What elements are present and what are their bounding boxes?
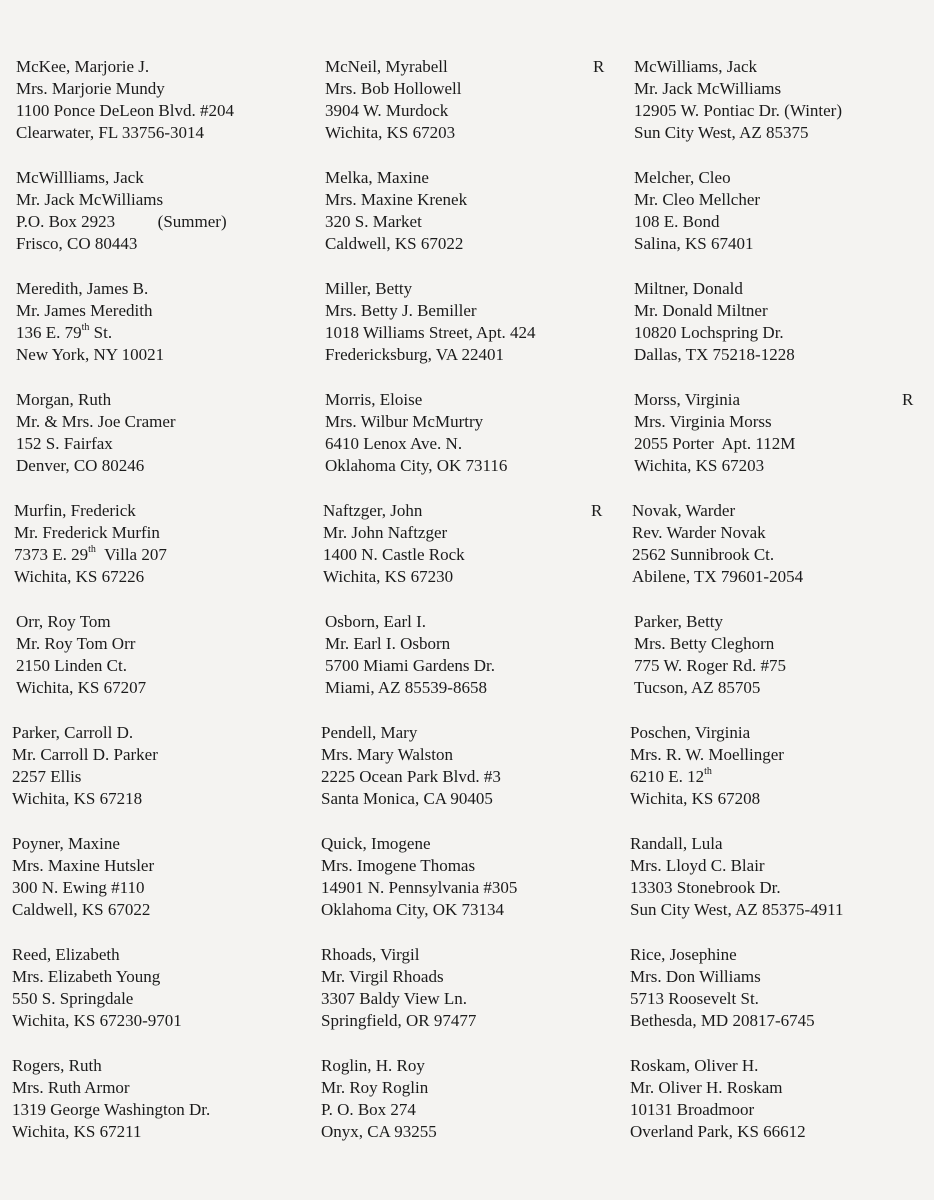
entry-city-state-zip: Wichita, KS 67203	[325, 123, 456, 142]
directory-entry	[321, 944, 617, 1032]
entry-street: 3307 Baldy View Ln.	[321, 989, 467, 1008]
entry-contact-name: Mr. Jack McWilliams	[634, 79, 782, 98]
entry-street: 10820 Lochspring Dr.	[634, 323, 784, 342]
directory-entry	[16, 167, 312, 255]
entry-street: 108 E. Bond	[634, 212, 720, 231]
entry-contact-name: Mr. Roy Tom Orr	[16, 634, 136, 653]
directory-entry	[12, 944, 308, 1032]
entry-street: 775 W. Roger Rd. #75	[634, 656, 787, 675]
entry-contact-name: Rev. Warder Novak	[632, 523, 766, 542]
entry-surname: Melcher, Cleo	[634, 168, 731, 187]
entry-contact-name: Mrs. Ruth Armor	[12, 1078, 130, 1097]
entry-street: 1100 Ponce DeLeon Blvd. #204	[16, 101, 234, 120]
entry-city-state-zip: Caldwell, KS 67022	[325, 234, 464, 253]
entry-street: 2257 Ellis	[12, 767, 82, 786]
entry-street: 5700 Miami Gardens Dr.	[325, 656, 495, 675]
entry-contact-name: Mrs. Betty Cleghorn	[634, 634, 775, 653]
entry-surname: Parker, Betty	[634, 612, 724, 631]
directory-entry	[634, 611, 930, 699]
entry-surname: Poyner, Maxine	[12, 834, 120, 853]
entry-city-state-zip: Tucson, AZ 85705	[634, 678, 761, 697]
entry-street: 300 N. Ewing #110	[12, 878, 145, 897]
entry-street: 1319 George Washington Dr.	[12, 1100, 211, 1119]
entry-street: 320 S. Market	[325, 212, 422, 231]
directory-entry	[630, 833, 926, 921]
entry-city-state-zip: Onyx, CA 93255	[321, 1122, 437, 1141]
entry-contact-name: Mrs. Bob Hollowell	[325, 79, 462, 98]
entry-city-state-zip: Wichita, KS 67207	[16, 678, 147, 697]
entry-contact-name: Mrs. Imogene Thomas	[321, 856, 476, 875]
directory-entry	[16, 278, 312, 366]
entry-street: 12905 W. Pontiac Dr. (Winter)	[634, 101, 843, 120]
entry-surname: Poschen, Virginia	[630, 723, 751, 742]
entry-city-state-zip: Salina, KS 67401	[634, 234, 754, 253]
entry-surname: Novak, Warder	[632, 501, 736, 520]
entry-contact-name: Mrs. Betty J. Bemiller	[325, 301, 477, 320]
entry-contact-name: Mr. Donald Miltner	[634, 301, 768, 320]
entry-surname: Morss, Virginia	[634, 390, 741, 409]
entry-city-state-zip: Wichita, KS 67203	[634, 456, 765, 475]
entry-street: 136 E. 79th St.	[16, 322, 113, 342]
entry-surname: Pendell, Mary	[321, 723, 418, 742]
entry-contact-name: Mr. Frederick Murfin	[14, 523, 160, 542]
entry-surname: Morgan, Ruth	[16, 390, 112, 409]
directory-entry	[325, 278, 621, 366]
entry-city-state-zip: Wichita, KS 67211	[12, 1122, 142, 1141]
entry-city-state-zip: New York, NY 10021	[16, 345, 165, 364]
entry-city-state-zip: Abilene, TX 79601-2054	[632, 567, 804, 586]
entry-city-state-zip: Denver, CO 80246	[16, 456, 145, 475]
entry-contact-name: Mrs. Maxine Hutsler	[12, 856, 155, 875]
entry-surname: Melka, Maxine	[325, 168, 429, 187]
directory-entry	[634, 278, 930, 366]
entry-street: 1400 N. Castle Rock	[323, 545, 465, 564]
directory-entry	[12, 1055, 308, 1143]
directory-entry	[325, 167, 621, 255]
entry-surname: Parker, Carroll D.	[12, 723, 134, 742]
directory-entry	[12, 833, 308, 921]
directory-entry	[16, 389, 312, 477]
entry-surname: Morris, Eloise	[325, 390, 423, 409]
entry-street: 6410 Lenox Ave. N.	[325, 434, 463, 453]
entry-contact-name: Mrs. Lloyd C. Blair	[630, 856, 765, 875]
entry-surname: Miltner, Donald	[634, 279, 743, 298]
entry-street: 13303 Stonebrook Dr.	[630, 878, 781, 897]
entry-city-state-zip: Clearwater, FL 33756-3014	[16, 123, 205, 142]
entry-city-state-zip: Wichita, KS 67230	[323, 567, 454, 586]
directory-entry	[630, 1055, 926, 1143]
directory-entry	[321, 833, 617, 921]
entry-surname: Orr, Roy Tom	[16, 612, 111, 631]
entry-contact-name: Mr. John Naftzger	[323, 523, 448, 542]
entry-city-state-zip: Wichita, KS 67226	[14, 567, 145, 586]
entry-surname: Rice, Josephine	[630, 945, 737, 964]
entry-contact-name: Mr. Virgil Rhoads	[321, 967, 444, 986]
entry-street: 5713 Roosevelt St.	[630, 989, 759, 1008]
entry-city-state-zip: Wichita, KS 67218	[12, 789, 143, 808]
entry-street: 2055 Porter Apt. 112M	[634, 434, 796, 453]
entry-contact-name: Mrs. Mary Walston	[321, 745, 453, 764]
entry-surname: Murfin, Frederick	[14, 501, 136, 520]
directory-entry	[634, 56, 930, 144]
entry-contact-name: Mrs. Elizabeth Young	[12, 967, 161, 986]
entry-surname: McNeil, Myrabell	[325, 57, 448, 76]
entry-city-state-zip: Santa Monica, CA 90405	[321, 789, 493, 808]
entry-city-state-zip: Sun City West, AZ 85375	[634, 123, 809, 142]
entry-contact-name: Mr. James Meredith	[16, 301, 153, 320]
entry-city-state-zip: Oklahoma City, OK 73134	[321, 900, 505, 919]
entry-contact-name: Mr. Oliver H. Roskam	[630, 1078, 783, 1097]
entry-contact-name: Mrs. R. W. Moellinger	[630, 745, 784, 764]
entry-city-state-zip: Frisco, CO 80443	[16, 234, 138, 253]
entry-mark: R	[591, 501, 603, 520]
entry-surname: McWillliams, Jack	[16, 168, 144, 187]
entry-surname: Miller, Betty	[325, 279, 413, 298]
entry-street: 2150 Linden Ct.	[16, 656, 127, 675]
entry-street: 6210 E. 12th	[630, 766, 712, 786]
entry-street: 550 S. Springdale	[12, 989, 134, 1008]
entry-street: P. O. Box 274	[321, 1100, 416, 1119]
entry-surname: Quick, Imogene	[321, 834, 431, 853]
directory-entry	[321, 722, 617, 810]
directory-entry	[321, 1055, 617, 1143]
directory-entry	[630, 722, 926, 810]
directory-entry	[12, 722, 308, 810]
entry-city-state-zip: Wichita, KS 67208	[630, 789, 761, 808]
entry-contact-name: Mrs. Maxine Krenek	[325, 190, 468, 209]
entry-city-state-zip: Overland Park, KS 66612	[630, 1122, 806, 1141]
entry-surname: Roskam, Oliver H.	[630, 1056, 759, 1075]
entry-surname: Meredith, James B.	[16, 279, 149, 298]
entry-contact-name: Mr. Jack McWilliams	[16, 190, 164, 209]
entry-city-state-zip: Miami, AZ 85539-8658	[325, 678, 487, 697]
directory-entry	[325, 611, 621, 699]
entry-surname: Naftzger, John	[323, 501, 423, 520]
directory-entry	[630, 944, 926, 1032]
entry-mark: R	[902, 390, 914, 409]
entry-city-state-zip: Fredericksburg, VA 22401	[325, 345, 504, 364]
entry-street: 14901 N. Pennsylvania #305	[321, 878, 518, 897]
directory-entry	[632, 500, 928, 588]
entry-surname: Randall, Lula	[630, 834, 723, 853]
entry-city-state-zip: Springfield, OR 97477	[321, 1011, 477, 1030]
entry-surname: Reed, Elizabeth	[12, 945, 120, 964]
entry-contact-name: Mr. & Mrs. Joe Cramer	[16, 412, 176, 431]
entry-contact-name: Mr. Earl I. Osborn	[325, 634, 451, 653]
entry-street: 2225 Ocean Park Blvd. #3	[321, 767, 501, 786]
entry-city-state-zip: Wichita, KS 67230-9701	[12, 1011, 182, 1030]
entry-mark: R	[593, 57, 605, 76]
directory-entry	[16, 611, 312, 699]
directory-entry	[16, 56, 312, 144]
entry-surname: Osborn, Earl I.	[325, 612, 427, 631]
entry-street: 7373 E. 29th Villa 207	[14, 544, 167, 564]
entry-city-state-zip: Sun City West, AZ 85375-4911	[630, 900, 844, 919]
entry-street: 10131 Broadmoor	[630, 1100, 755, 1119]
entry-contact-name: Mr. Roy Roglin	[321, 1078, 429, 1097]
entry-surname: Rogers, Ruth	[12, 1056, 102, 1075]
entry-surname: Roglin, H. Roy	[321, 1056, 425, 1075]
entry-street: 3904 W. Murdock	[325, 101, 449, 120]
entry-city-state-zip: Caldwell, KS 67022	[12, 900, 151, 919]
directory-entry	[325, 56, 621, 144]
entry-contact-name: Mr. Cleo Mellcher	[634, 190, 761, 209]
entry-surname: McWilliams, Jack	[634, 57, 758, 76]
entry-city-state-zip: Oklahoma City, OK 73116	[325, 456, 508, 475]
entry-city-state-zip: Dallas, TX 75218-1228	[634, 345, 795, 364]
entry-contact-name: Mr. Carroll D. Parker	[12, 745, 158, 764]
entry-contact-name: Mrs. Wilbur McMurtry	[325, 412, 484, 431]
entry-contact-name: Mrs. Marjorie Mundy	[16, 79, 165, 98]
entry-city-state-zip: Bethesda, MD 20817-6745	[630, 1011, 815, 1030]
entry-surname: Rhoads, Virgil	[321, 945, 420, 964]
directory-entry	[634, 167, 930, 255]
entry-contact-name: Mrs. Don Williams	[630, 967, 761, 986]
directory-entry	[325, 389, 621, 477]
entry-contact-name: Mrs. Virginia Morss	[634, 412, 772, 431]
directory-entry	[14, 500, 310, 588]
directory-entry	[634, 389, 930, 477]
entry-street: 2562 Sunnibrook Ct.	[632, 545, 775, 564]
entry-street: 1018 Williams Street, Apt. 424	[325, 323, 536, 342]
entry-surname: McKee, Marjorie J.	[16, 57, 150, 76]
entry-street: P.O. Box 2923 (Summer)	[16, 212, 227, 231]
entry-street: 152 S. Fairfax	[16, 434, 113, 453]
directory-entry	[323, 500, 619, 588]
